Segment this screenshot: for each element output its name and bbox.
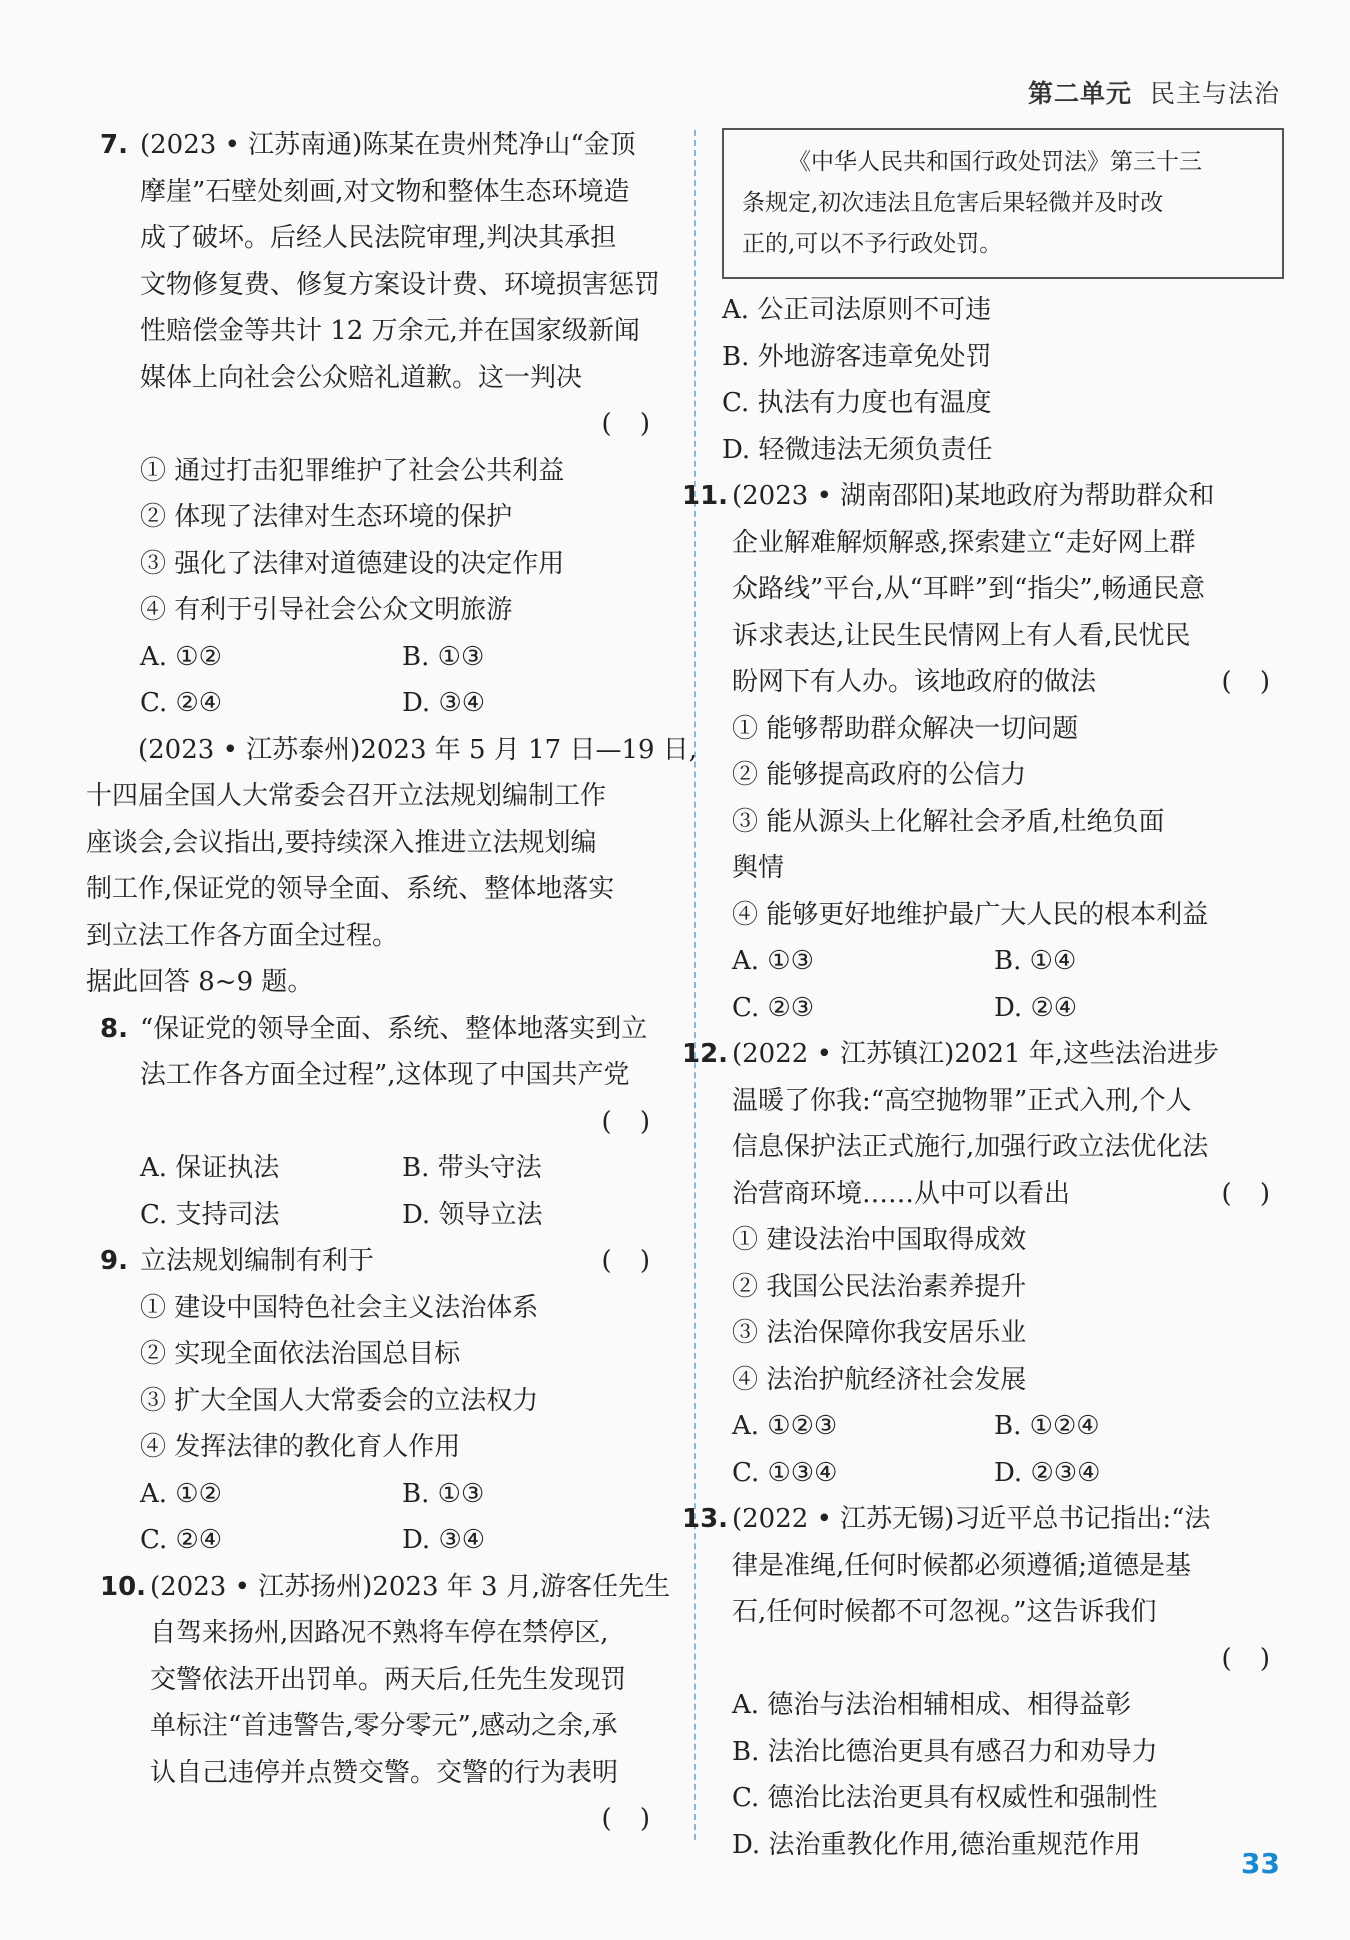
left-column	[86, 122, 698, 1843]
material-line: 十四届全国人大常委会召开立法规划编制工作	[86, 781, 607, 811]
material-line: 制工作,保证党的领导全面、系统、整体地落实	[86, 874, 615, 904]
material-prompt: 据此回答 8~9 题。	[86, 967, 314, 997]
material-8-9	[86, 727, 698, 1006]
options-row	[100, 1145, 670, 1192]
statement-item: ④ 有利于引导社会公众文明旅游	[140, 595, 513, 625]
option-c[interactable]: C. ②③	[732, 992, 815, 1023]
options-row	[100, 680, 670, 727]
statement-item: ① 建设法治中国取得成效	[732, 1225, 1027, 1255]
answer-blank[interactable]: ( )	[1221, 667, 1280, 697]
statement-item: ③ 强化了法律对道德建设的决定作用	[140, 548, 565, 579]
option-d[interactable]: D. ②④	[994, 992, 1078, 1023]
question-number: 12.	[682, 1039, 729, 1069]
stem-line: 盼网下有人办。该地政府的做法	[732, 667, 1097, 697]
option-d[interactable]: D. ③④	[402, 1525, 486, 1555]
question-8	[100, 1006, 670, 1239]
statement-item: 舆情	[732, 853, 785, 883]
stem-line: 法工作各方面全过程”,这体现了中国共产党	[140, 1060, 630, 1090]
options-row	[100, 634, 670, 681]
answer-blank[interactable]: ( )	[1221, 1178, 1280, 1209]
statement-item: ① 通过打击犯罪维护了社会公共利益	[140, 455, 565, 486]
options-row	[682, 985, 1290, 1032]
statement-item: ① 建设中国特色社会主义法治体系	[140, 1292, 539, 1323]
statement-item: ① 能够帮助群众解决一切问题	[732, 713, 1079, 744]
answer-blank[interactable]: ( )	[601, 1106, 660, 1137]
question-number: 13.	[682, 1504, 729, 1534]
stem-line: 治营商环境……从中可以看出	[732, 1178, 1071, 1209]
option-a[interactable]: A. ①②③	[732, 1411, 838, 1441]
stem-line: (2023 • 江苏南通)陈某在贵州梵净山“金顶	[140, 130, 636, 160]
options-row	[100, 1517, 670, 1564]
question-13	[682, 1496, 1290, 1868]
page-number: 33	[1241, 1847, 1280, 1880]
option-a[interactable]: A. 保证执法	[140, 1153, 280, 1183]
material-line: (2023 • 江苏泰州)2023 年 5 月 17 日—19 日,	[138, 734, 698, 765]
stem-line: 文物修复费、修复方案设计费、环境损害惩罚	[140, 269, 661, 300]
option-c[interactable]: C. ②④	[140, 1525, 223, 1555]
option-a[interactable]: A. ①③	[732, 946, 814, 976]
statement-item: ③ 法治保障你我安居乐业	[732, 1318, 1027, 1348]
option-a[interactable]: A. 公正司法原则不可违	[722, 295, 992, 325]
option-d[interactable]: D. 领导立法	[402, 1199, 543, 1230]
right-column	[682, 128, 1290, 1868]
question-10	[100, 1564, 670, 1843]
question-10-continued	[722, 128, 1290, 473]
option-d[interactable]: D. ③④	[402, 688, 486, 718]
option-a[interactable]: A. ①②	[140, 1478, 222, 1509]
stem-line: (2022 • 江苏无锡)习近平总书记指出:“法	[732, 1504, 1211, 1534]
stem-line: 温暖了你我:“高空抛物罪”正式入刑,个人	[732, 1085, 1192, 1116]
option-b[interactable]: B. ①④	[994, 946, 1077, 976]
option-a[interactable]: A. ①②	[140, 641, 222, 672]
material-line: 座谈会,会议指出,要持续深入推进立法规划编	[86, 827, 597, 858]
statement-item: ④ 发挥法律的教化育人作用	[140, 1432, 461, 1462]
stem-line: 性赔偿金等共计 12 万余元,并在国家级新闻	[140, 316, 640, 346]
stem-line: 单标注“首违警告,零分零元”,感动之余,承	[150, 1711, 618, 1741]
option-d[interactable]: D. 法治重教化作用,德治重规范作用	[732, 1829, 1141, 1860]
stem-line: 认自己违停并点赞交警。交警的行为表明	[150, 1757, 619, 1788]
statement-item: ③ 能从源头上化解社会矛盾,杜绝负面	[732, 806, 1165, 837]
excerpt-line: 条规定,初次违法且危害后果轻微并及时改	[742, 190, 1164, 216]
excerpt-line: 《中华人民共和国行政处罚法》第三十三	[788, 149, 1202, 175]
stem-line: 摩崖”石壁处刻画,对文物和整体生态环境造	[140, 176, 630, 207]
option-d[interactable]: D. ②③④	[994, 1457, 1101, 1488]
stem-line: 众路线”平台,从“耳畔”到“指尖”,畅通民意	[732, 574, 1205, 604]
stem-line: “保证党的领导全面、系统、整体地落实到立	[140, 1013, 648, 1044]
options-row	[100, 1471, 670, 1518]
stem-line: 信息保护法正式施行,加强行政立法优化法	[732, 1132, 1209, 1162]
options-row	[682, 938, 1290, 985]
question-number: 11.	[682, 481, 729, 511]
option-a[interactable]: A. 德治与法治相辅相成、相得益彰	[732, 1690, 1132, 1720]
answer-blank[interactable]: ( )	[601, 1804, 660, 1834]
statement-item: ② 实现全面依法治国总目标	[140, 1339, 461, 1369]
stem-line: 成了破坏。后经人民法院审理,判决其承担	[140, 223, 617, 253]
option-d[interactable]: D. 轻微违法无须负责任	[722, 434, 993, 465]
answer-blank[interactable]: ( )	[1221, 1643, 1280, 1674]
statement-item: ② 能够提高政府的公信力	[732, 760, 1027, 790]
question-11	[682, 473, 1290, 1031]
statement-item: ② 我国公民法治素养提升	[732, 1271, 1027, 1302]
options-row	[100, 1192, 670, 1239]
statement-item: ③ 扩大全国人大常委会的立法权力	[140, 1385, 539, 1416]
stem-line: 媒体上向社会公众赔礼道歉。这一判决	[140, 362, 583, 393]
option-b[interactable]: B. ①③	[402, 641, 485, 672]
stem-line: 律是准绳,任何时候都必须遵循;道德是基	[732, 1550, 1192, 1581]
question-number: 8.	[100, 1013, 128, 1044]
page-header	[1028, 74, 1280, 110]
stem-line: 企业解难解烦解惑,探索建立“走好网上群	[732, 527, 1196, 558]
excerpt-line: 正的,可以不予行政处罚。	[742, 231, 1003, 257]
stem-line: (2023 • 江苏扬州)2023 年 3 月,游客任先生	[150, 1571, 671, 1602]
stem-line: (2022 • 江苏镇江)2021 年,这些法治进步	[732, 1039, 1220, 1069]
statement-item: ② 体现了法律对生态环境的保护	[140, 502, 513, 532]
option-b[interactable]: B. 法治比德治更具有感召力和劝导力	[732, 1736, 1158, 1767]
question-12	[682, 1031, 1290, 1496]
question-number: 10.	[100, 1571, 147, 1602]
option-b[interactable]: B. ①③	[402, 1478, 485, 1509]
stem-line: 交警依法开出罚单。两天后,任先生发现罚	[150, 1664, 627, 1695]
question-9	[100, 1238, 670, 1564]
answer-blank[interactable]: ( )	[601, 1246, 660, 1276]
options-row	[682, 1403, 1290, 1450]
stem-line: 石,任何时候都不可忽视。”这告诉我们	[732, 1597, 1157, 1627]
option-c[interactable]: C. ②④	[140, 688, 223, 718]
stem-line: (2023 • 湖南邵阳)某地政府为帮助群众和	[732, 481, 1215, 511]
stem-line: 立法规划编制有利于	[140, 1246, 375, 1276]
option-b[interactable]: B. 带头守法	[402, 1153, 542, 1183]
statement-item: ④ 能够更好地维护最广大人民的根本利益	[732, 899, 1209, 930]
question-7	[100, 122, 670, 727]
options-row	[682, 1450, 1290, 1497]
unit-title: 民主与法治	[1149, 79, 1280, 108]
legal-excerpt-box	[722, 128, 1284, 279]
question-number: 9.	[100, 1246, 128, 1276]
option-c[interactable]: C. 支持司法	[140, 1199, 280, 1230]
answer-blank[interactable]: ( )	[601, 409, 660, 439]
option-b[interactable]: B. 外地游客违章免处罚	[722, 341, 992, 372]
option-c[interactable]: C. 执法有力度也有温度	[722, 388, 992, 418]
option-c[interactable]: C. 德治比法治更具有权威性和强制性	[732, 1783, 1158, 1813]
material-line: 到立法工作各方面全过程。	[86, 920, 399, 951]
unit-label: 第二单元	[1027, 79, 1132, 108]
question-number: 7.	[100, 130, 128, 160]
stem-line: 诉求表达,让民生民情网上有人看,民忧民	[732, 620, 1191, 651]
stem-line: 自驾来扬州,因路况不熟将车停在禁停区,	[150, 1618, 609, 1648]
statement-item: ④ 法治护航经济社会发展	[732, 1364, 1027, 1395]
option-b[interactable]: B. ①②④	[994, 1411, 1100, 1441]
option-c[interactable]: C. ①③④	[732, 1457, 838, 1488]
